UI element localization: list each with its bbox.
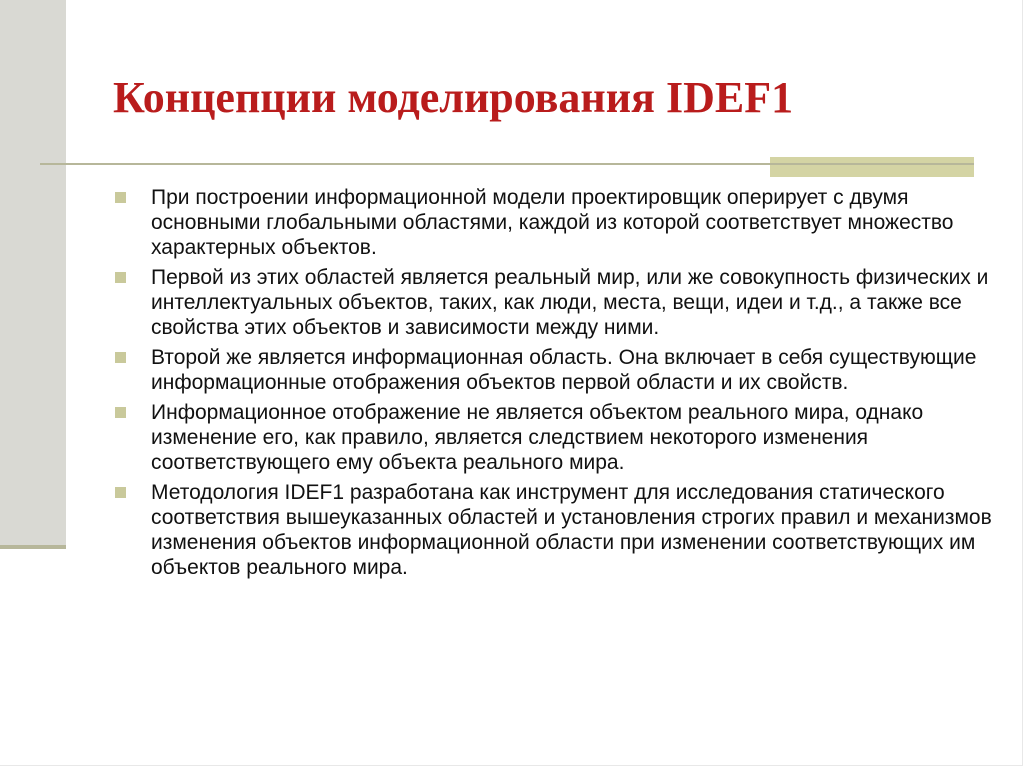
square-bullet-icon <box>115 407 126 418</box>
bullet-text: Информационное отображение не является объектом реального мира, однако изменение его, как правило, является следствием некоторого изменения соответствующего ему объекта реального мира. <box>151 401 924 474</box>
square-bullet-icon <box>115 487 126 498</box>
bullet-item-5 <box>113 480 993 580</box>
bullet-item-2 <box>113 265 993 340</box>
bullet-text: Методология IDEF1 разработана как инструмент для исследования статического соответствия вышеуказанных областей и установления строгих правил и механизмов изменения объектов информационной области при изменении соответствующих им объектов реального мира. <box>151 481 992 579</box>
slide-title: Концепции моделирования IDEF1 <box>113 73 794 122</box>
bullet-item-1 <box>113 185 993 260</box>
square-bullet-icon <box>115 192 126 203</box>
square-bullet-icon <box>115 352 126 363</box>
side-bar-decoration <box>0 0 66 548</box>
bullet-text: Второй же является информационная область. Она включает в себя существующие информационные отображения объектов первой области и их свойств. <box>151 346 977 394</box>
side-bar-edge <box>0 545 66 549</box>
title-divider-line <box>40 163 770 165</box>
bullet-item-4 <box>113 400 993 475</box>
square-bullet-icon <box>115 272 126 283</box>
bullet-list <box>113 185 993 585</box>
bullet-text: При построении информационной модели проектировщик оперирует с двумя основными глобальными областями, каждой из которой соответствует множество характерных объектов. <box>151 186 954 259</box>
bullet-text: Первой из этих областей является реальный мир, или же совокупность физических и интеллектуальных объектов, таких, как люди, места, вещи, идеи и т.д., а также все свойства этих объектов и зависимости между ними. <box>151 266 989 339</box>
title-divider-accent <box>770 157 974 177</box>
bullet-item-3 <box>113 345 993 395</box>
